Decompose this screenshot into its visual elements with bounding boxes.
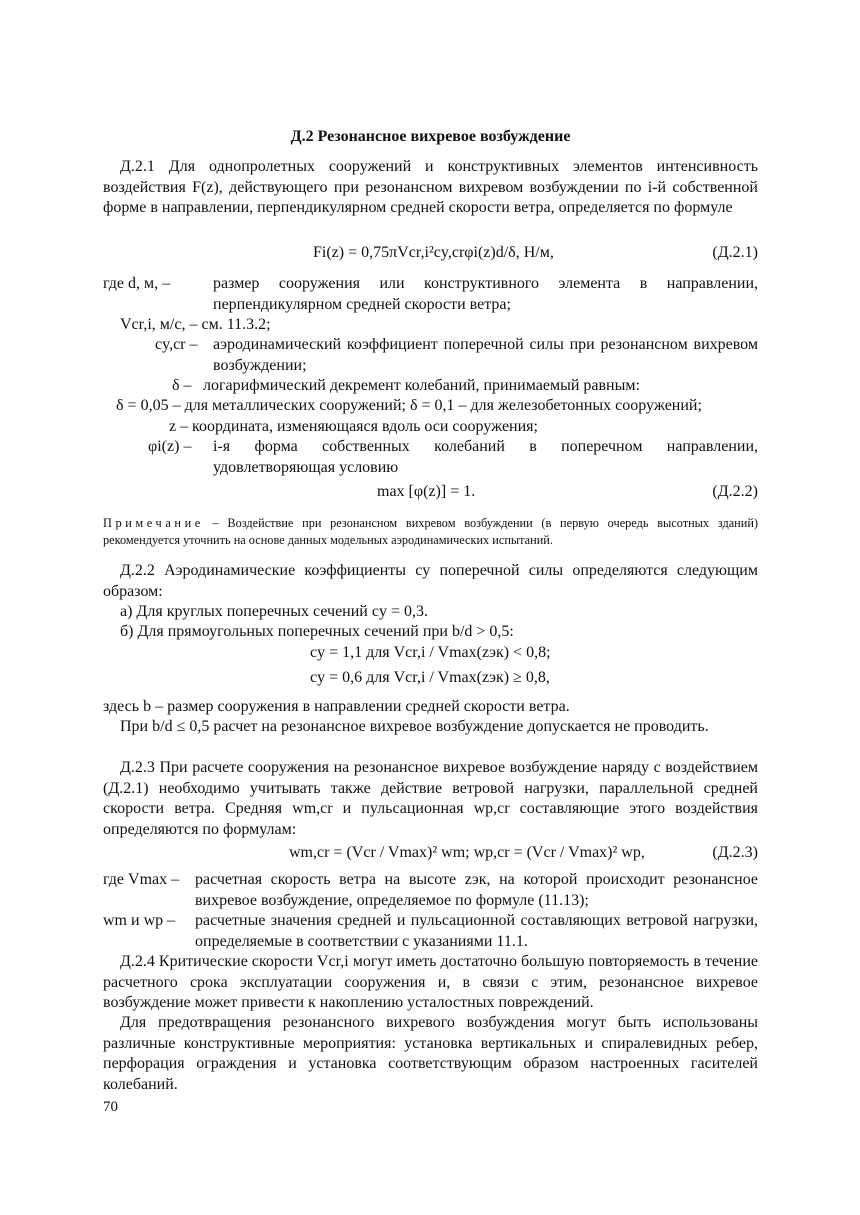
- definition-term-z: z –: [169, 418, 189, 435]
- note-text: – Воздействие при резонансном вихревом возбуждении (в первую очередь высотных зданий) рекомендуется уточнить на основе данных модельных аэродинамических испытаний.: [103, 516, 758, 547]
- definition-term-phi: φi(z) –: [148, 438, 192, 455]
- definition-term-d: где d, м, –: [103, 275, 171, 292]
- paragraph-d22: Д.2.2 Аэродинамические коэффициенты cy поперечной силы определяются следующим образом:: [103, 562, 758, 600]
- item-b-rect-sections: б) Для прямоугольных поперечных сечений при b/d > 0,5:: [120, 623, 514, 640]
- definition-delta-values: δ = 0,05 – для металлических сооружений; δ = 0,1 – для железобетонных сооружений;: [116, 397, 702, 414]
- equation-number-d21: (Д.2.1): [712, 244, 758, 261]
- definition-term-cycr: cy,cr –: [155, 336, 198, 353]
- definition-text-wm-wp: расчетные значения средней и пульсационной составляющих ветровой нагрузки, определяемые в соответствии с указаниями 11.1.: [195, 912, 758, 950]
- equation-number-d23: (Д.2.3): [712, 844, 758, 861]
- definition-term-vmax: где Vmax –: [103, 871, 180, 888]
- page-number: 70: [103, 1099, 118, 1115]
- paragraph-d21: Д.2.1 Для однопролетных сооружений и конструктивных элементов интенсивность воздействия F(z), действующего при резонансном вихревом возбуждении по i-й собственной форме в направлении, перпендикулярном средней скорости ветра, определяется по формуле: [103, 158, 758, 216]
- note: [103, 515, 758, 549]
- equation-number-d22: (Д.2.2): [712, 483, 758, 500]
- definition-text-z: координата, изменяющаяся вдоль оси сооружения;: [192, 418, 538, 435]
- item-a-round-sections: а) Для круглых поперечных сечений cy = 0,3.: [120, 603, 428, 620]
- definition-term-delta: δ –: [172, 377, 192, 394]
- definition-text-phi: i-я форма собственных колебаний в поперечном направлении, удовлетворяющая условию: [213, 438, 758, 476]
- section-heading: Д.2 Резонансное вихревое возбуждение: [290, 128, 571, 145]
- definition-term-wm-wp: wm и wp –: [103, 912, 176, 929]
- formula-d22: max [φ(z)] = 1.: [377, 483, 476, 500]
- formula-d23: wm,cr = (Vcr / Vmax)² wm; wp,cr = (Vcr / Vmax)² wp,: [289, 844, 645, 861]
- paragraph-d23: Д.2.3 При расчете сооружения на резонансное вихревое возбуждение наряду с воздействием (Д.2.1) необходимо учитывать также действие ветровой нагрузки, параллельной средней скорости ветра. Средняя wm,cr и пульсационная wp,cr составляющие этого воздействия определяются по формулам:: [103, 759, 758, 838]
- definition-term-vcr: Vcr,i, м/с, – см. 11.3.2;: [120, 316, 271, 333]
- definition-text-d: размер сооружения или конструктивного элемента в направлении, перпендикулярном средней скорости ветра;: [213, 275, 758, 313]
- formula-d21: Fi(z) = 0,75πVcr,i²cy,crφi(z)d/δ, Н/м,: [313, 244, 554, 261]
- paragraph-d24: Д.2.4 Критические скорости Vcr,i могут иметь достаточно большую повторяемость в течение расчетного срока эксплуатации сооружения и, в связи с этим, резонансное вихревое возбуждение может привести к накоплению усталостных повреждений.: [103, 953, 758, 1011]
- definition-text-delta: логарифмический декремент колебаний, принимаемый равным:: [203, 377, 640, 394]
- definition-text-vmax: расчетная скорость ветра на высоте zэк, на которой происходит резонансное вихревое возбуждение, определяемое по формуле (11.13);: [195, 871, 758, 909]
- note-label: Примечание: [103, 516, 204, 530]
- paragraph-bd-condition: При b/d ≤ 0,5 расчет на резонансное вихревое возбуждение допускается не проводить.: [120, 718, 709, 735]
- formula-cy-2: cy = 0,6 для Vcr,i / Vmax(zэк) ≥ 0,8,: [310, 669, 550, 686]
- b-definition: здесь b – размер сооружения в направлении средней скорости ветра.: [103, 698, 570, 715]
- formula-cy-1: cy = 1,1 для Vcr,i / Vmax(zэк) < 0,8;: [310, 644, 551, 661]
- definition-text-cycr: аэродинамический коэффициент поперечной силы при резонансном вихревом возбуждении;: [213, 336, 758, 374]
- paragraph-measures: Для предотвращения резонансного вихревого возбуждения могут быть использованы различные конструктивные мероприятия: установка вертикальных и спиралевидных ребер, перфорация ограждения и установка соответствующим образом настроенных гасителей колебаний.: [103, 1014, 758, 1093]
